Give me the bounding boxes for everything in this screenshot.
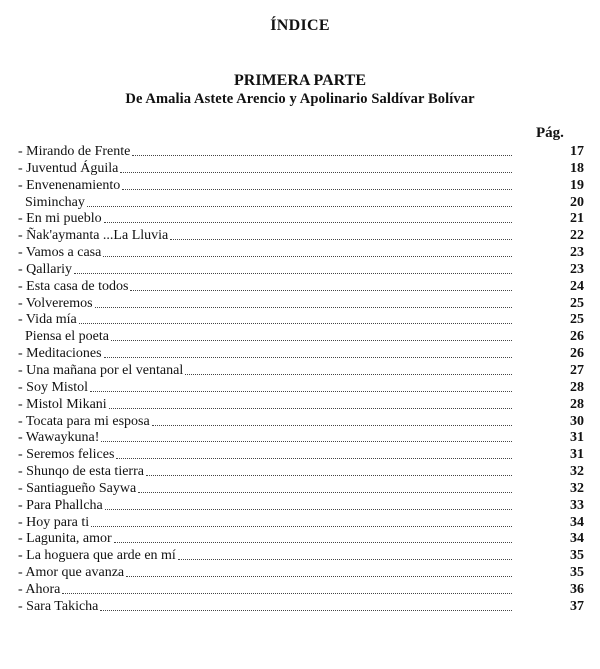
toc-entry (18, 380, 584, 397)
dot-leader (79, 323, 512, 324)
toc-entry-title: - Wawaykuna! (18, 430, 100, 446)
toc-entry-page: 28 (570, 396, 584, 412)
toc-entry (18, 498, 584, 515)
page-column-label: Pág. (536, 125, 564, 141)
toc-entry-page: 18 (570, 160, 584, 176)
toc-entry (18, 262, 584, 279)
toc-entry-page: 34 (570, 514, 584, 530)
toc-entry-title: - La hoguera que arde en mí (18, 548, 176, 564)
toc-entry (18, 296, 584, 313)
toc-entry-page: 33 (570, 497, 584, 513)
toc-entry-title: - Lagunita, amor (18, 531, 112, 547)
toc-entry-page: 21 (570, 211, 584, 227)
toc-entry-title: Piensa el poeta (18, 329, 109, 345)
toc-entry-title: - Una mañana por el ventanal (18, 362, 184, 378)
toc-entry (18, 363, 584, 380)
dot-leader (185, 374, 512, 375)
toc-entry (18, 464, 584, 481)
toc-entry-title: - Tocata para mi esposa (18, 413, 150, 429)
toc-entry-title: - Envenenamiento (18, 177, 121, 193)
toc-entry (18, 515, 584, 532)
toc-entry-title: - Vamos a casa (18, 245, 102, 261)
dot-leader (100, 610, 512, 611)
dot-leader (104, 222, 512, 223)
toc-entry-page: 27 (570, 362, 584, 378)
toc-entry-title: - Santiagueño Saywa (18, 480, 137, 496)
dot-leader (103, 256, 512, 257)
toc-entry-title: - Ñak'aymanta ...La Lluvia (18, 228, 169, 244)
dot-leader (62, 593, 512, 594)
toc-entry-page: 32 (570, 464, 584, 480)
dot-leader (104, 357, 512, 358)
toc-entry-page: 28 (570, 379, 584, 395)
toc-entry-title: - Seremos felices (18, 447, 115, 463)
toc-entry-title: - Sara Takicha (18, 598, 99, 614)
dot-leader (170, 239, 512, 240)
toc-entry (18, 548, 584, 565)
dot-leader (91, 526, 512, 527)
toc-entry (18, 329, 584, 346)
toc-entry-title: - En mi pueblo (18, 211, 102, 227)
toc-entry-page: 31 (570, 447, 584, 463)
part-title: PRIMERA PARTE (233, 72, 367, 89)
toc-entry (18, 481, 584, 498)
toc-entry-page: 30 (570, 413, 584, 429)
toc-entry-page: 25 (570, 295, 584, 311)
toc-entry-page: 25 (570, 312, 584, 328)
dot-leader (101, 441, 512, 442)
toc-entry-page: 17 (570, 144, 584, 159)
toc-entry-title: - Hoy para ti (18, 514, 90, 530)
toc-entry (18, 312, 584, 329)
dot-leader (130, 290, 512, 291)
toc-entry-page: 19 (570, 177, 584, 193)
toc-entry (18, 430, 584, 447)
toc-entry-page: 23 (570, 245, 584, 261)
toc-entry (18, 582, 584, 599)
toc-entry-title: Siminchay (18, 194, 85, 210)
toc-entry (18, 178, 584, 195)
toc-entry-page: 26 (570, 329, 584, 345)
toc-entry (18, 211, 584, 228)
toc-entry-page: 26 (570, 346, 584, 362)
dot-leader (109, 408, 512, 409)
toc-entry-title: - Soy Mistol (18, 379, 89, 395)
toc-entry (18, 565, 584, 582)
toc-entry-page: 23 (570, 261, 584, 277)
dot-leader (146, 475, 512, 476)
toc-entry-page: 34 (570, 531, 584, 547)
toc-entry-page: 31 (570, 430, 584, 446)
toc-entry-page: 37 (570, 598, 584, 614)
toc-entry (18, 279, 584, 296)
toc-entry (18, 228, 584, 245)
toc-entry-title: - Mirando de Frente (18, 144, 131, 159)
dot-leader (138, 492, 512, 493)
dot-leader (126, 576, 512, 577)
index-title: ÍNDICE (270, 17, 330, 34)
toc-entry (18, 447, 584, 464)
toc-entry-title: - Para Phallcha (18, 497, 103, 513)
toc-entry (18, 144, 584, 161)
dot-leader (105, 509, 512, 510)
toc-entry-page: 24 (570, 278, 584, 294)
toc-entry-title: - Volveremos (18, 295, 93, 311)
toc-entry-title: - Amor que avanza (18, 565, 125, 581)
dot-leader (87, 206, 512, 207)
dot-leader (152, 425, 512, 426)
toc-entry-title: - Shunqo de esta tierra (18, 464, 144, 480)
dot-leader (74, 273, 512, 274)
toc-entry (18, 195, 584, 212)
dot-leader (95, 307, 512, 308)
toc-entry-title: - Mistol Mikani (18, 396, 107, 412)
dot-leader (122, 189, 512, 190)
toc-entry-page: 35 (570, 565, 584, 581)
part-subtitle: De Amalia Astete Arencio y Apolinario Saldívar Bolívar (125, 91, 475, 107)
dot-leader (90, 391, 512, 392)
toc-entry-title: - Qallariy (18, 261, 73, 277)
toc-entry-title: - Ahora (18, 581, 61, 597)
dot-leader (116, 458, 512, 459)
toc-entry-title: - Juventud Águila (18, 160, 119, 176)
toc-entry (18, 346, 584, 363)
dot-leader (178, 559, 512, 560)
toc-entry (18, 397, 584, 414)
toc-entry-page: 35 (570, 548, 584, 564)
toc-entry-page: 36 (570, 581, 584, 597)
toc-entry-page: 20 (570, 194, 584, 210)
toc-entry-page: 22 (570, 228, 584, 244)
toc-entry (18, 245, 584, 262)
toc-entry (18, 161, 584, 178)
toc-entry-title: - Esta casa de todos (18, 278, 129, 294)
dot-leader (114, 542, 512, 543)
toc-entry (18, 599, 584, 616)
dot-leader (120, 172, 512, 173)
toc-entry (18, 531, 584, 548)
table-of-contents (18, 144, 584, 616)
toc-entry (18, 414, 584, 431)
dot-leader (111, 340, 512, 341)
dot-leader (132, 155, 512, 156)
toc-entry-title: - Vida mía (18, 312, 77, 328)
toc-entry-page: 32 (570, 480, 584, 496)
toc-entry-title: - Meditaciones (18, 346, 102, 362)
